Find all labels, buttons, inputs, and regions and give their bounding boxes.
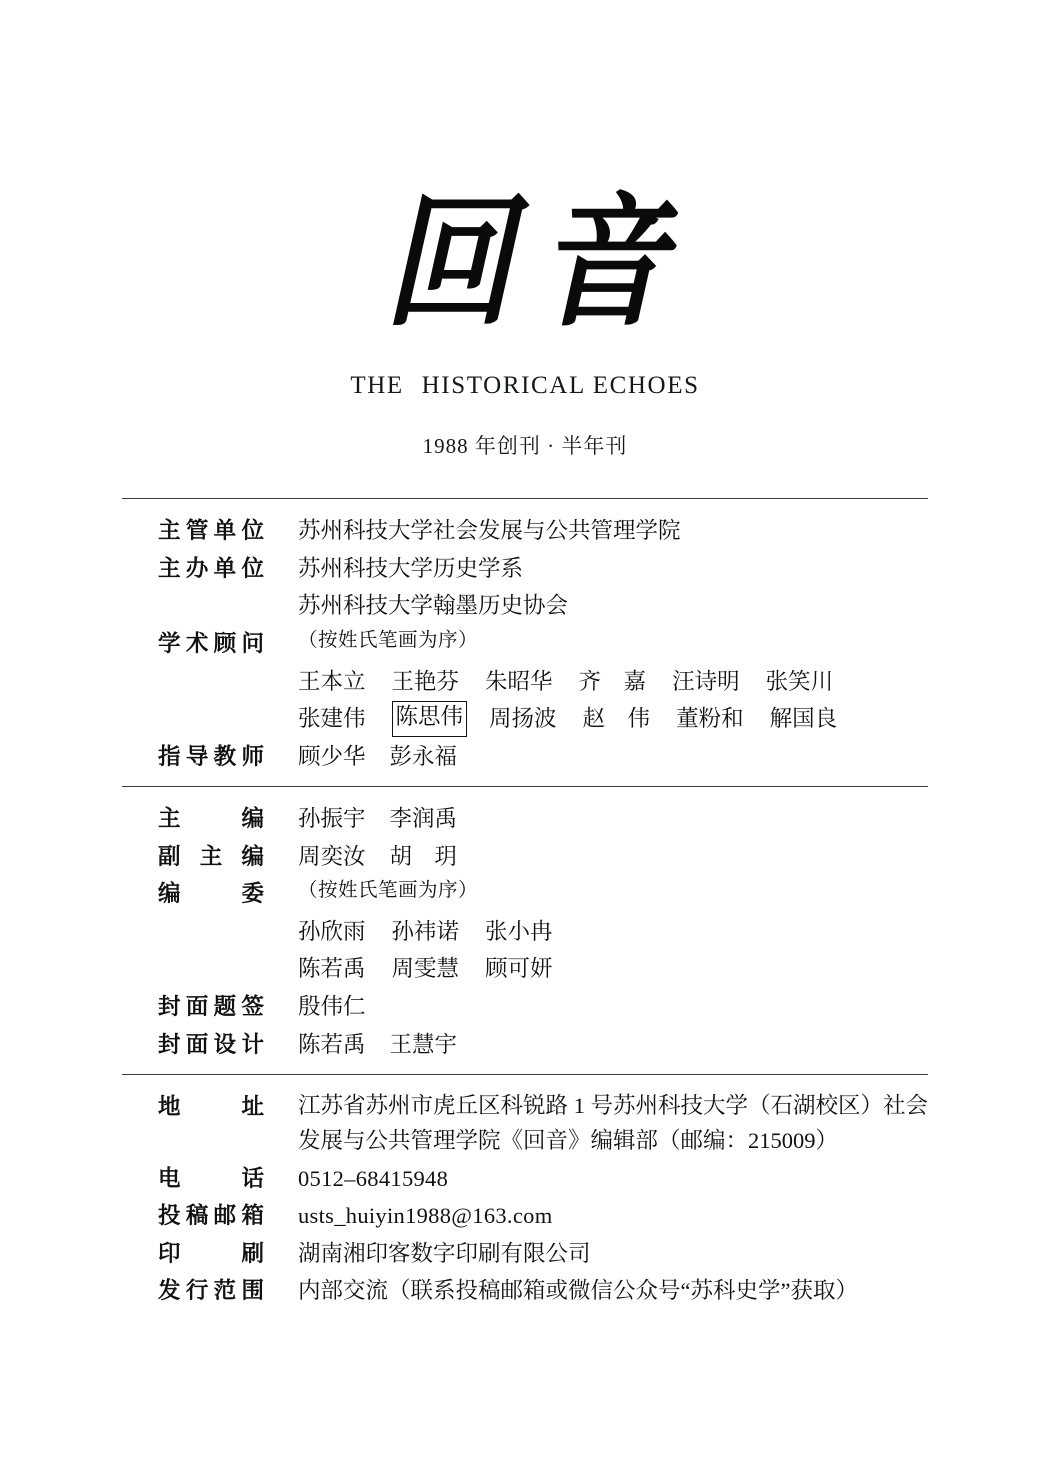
title-en-word-2: HISTORICAL: [421, 372, 585, 400]
board-names-line2: [298, 951, 928, 987]
row-editorial-board: [122, 876, 928, 912]
row-board-line2: [122, 951, 928, 987]
editorial-block: [122, 787, 928, 1074]
advisor-name: 王艳芬: [391, 668, 460, 694]
label-distribution: 发行范围: [158, 1278, 264, 1304]
label-instructors: 指导教师: [158, 743, 264, 769]
row-advisors-line1: [122, 664, 928, 700]
board-member-name: 张小冉: [485, 918, 553, 944]
value-address: 江苏省苏州市虎丘区科锐路 1 号苏州科技大学（石湖校区）社会发展与公共管理学院《回音》编辑部（邮编：215009）: [298, 1093, 929, 1153]
row-organizer-second: [122, 588, 928, 624]
row-printing: [122, 1236, 928, 1272]
value-distribution: 内部交流（联系投稿邮箱或微信公众号“苏科史学”获取）: [298, 1278, 858, 1304]
row-instructors: [122, 739, 928, 775]
value-phone: 0512–68415948: [298, 1165, 449, 1191]
deputy-editor-name: 胡 玥: [389, 843, 458, 869]
label-address: 地 址: [158, 1094, 264, 1120]
advisors-order-note: （按姓氏笔画为序）: [298, 630, 479, 652]
value-email: usts_huiyin1988@163.com: [298, 1203, 553, 1229]
advisor-name: 齐 嘉: [578, 668, 647, 694]
label-editorial-board: 编 委: [158, 881, 264, 907]
deputy-editor-names: [298, 839, 928, 875]
row-cover-design: [122, 1027, 928, 1063]
label-deputy-editor: 副 主 编: [158, 843, 264, 869]
advisor-name: 王本立: [298, 668, 366, 694]
contact-block: [122, 1075, 928, 1321]
row-editor-in-chief: [122, 801, 928, 837]
row-cover-inscription: [122, 989, 928, 1025]
value-supervisor: 苏州科技大学社会发展与公共管理学院: [298, 518, 681, 544]
board-member-name: 陈若禹: [298, 956, 366, 982]
issue-info: 1988 年创刊 · 半年刊: [422, 434, 628, 459]
editor-in-chief-names: [298, 801, 928, 837]
advisor-names-line2: [298, 701, 928, 737]
row-organizer: [122, 551, 928, 587]
organization-block: [122, 499, 928, 786]
row-deputy-editor: [122, 839, 928, 875]
board-member-name: 孙欣雨: [298, 918, 366, 944]
advisor-name: 汪诗明: [672, 668, 740, 694]
row-board-line1: [122, 914, 928, 950]
value-cover-inscription: 殷伟仁: [298, 993, 366, 1019]
label-cover-design: 封面设计: [158, 1031, 264, 1057]
label-editor-in-chief: 主 编: [158, 806, 264, 832]
title-en-word-1: THE: [350, 372, 404, 400]
label-academic-advisors: 学术顾问: [158, 631, 264, 657]
advisor-name: 张笑川: [765, 668, 834, 694]
deputy-editor-name: 周奕汝: [298, 843, 366, 869]
row-email: [122, 1198, 928, 1234]
cover-designer-name: 陈若禹: [298, 1031, 366, 1057]
board-member-name: 周雯慧: [391, 956, 460, 982]
board-names-line1: [298, 914, 928, 950]
editor-name: 孙振宇: [298, 806, 366, 832]
row-academic-advisors: [122, 626, 928, 662]
advisor-names-line1: [298, 664, 928, 700]
label-supervisor: 主管单位: [158, 518, 264, 544]
journal-logo-chinese: 回音: [383, 178, 692, 347]
label-phone: 电 话: [158, 1165, 264, 1191]
row-distribution: [122, 1273, 928, 1309]
advisor-name: 解国良: [769, 706, 838, 732]
value-printing: 湖南湘印客数字印刷有限公司: [298, 1240, 591, 1266]
value-organizer: 苏州科技大学历史学系: [298, 555, 524, 581]
label-cover-inscription: 封面题签: [158, 993, 264, 1019]
row-phone: [122, 1161, 928, 1197]
label-organizer: 主办单位: [158, 555, 264, 581]
instructor-name: 顾少华: [298, 743, 366, 769]
editorial-board-order-note: （按姓氏笔画为序）: [298, 880, 479, 902]
advisor-name-highlighted: 陈思伟: [392, 701, 468, 737]
value-organizer-second: 苏州科技大学翰墨历史协会: [298, 593, 569, 619]
advisor-name: 董粉和: [676, 706, 744, 732]
cover-designer-names: [298, 1027, 928, 1063]
editor-name: 李润禹: [389, 806, 458, 832]
advisor-name: 张建伟: [298, 706, 366, 732]
advisor-name: 朱昭华: [485, 668, 553, 694]
instructor-names: [298, 739, 928, 775]
masthead: [122, 0, 928, 460]
row-address: [122, 1089, 928, 1159]
label-printing: 印 刷: [158, 1240, 264, 1266]
journal-title-english: [122, 372, 928, 400]
advisor-name: 赵 伟: [582, 706, 651, 732]
title-en-word-3: ECHOES: [592, 372, 700, 400]
cover-designer-name: 王慧宇: [389, 1031, 458, 1057]
instructor-name: 彭永福: [389, 743, 458, 769]
board-member-name: 顾可妍: [485, 956, 553, 982]
advisor-name: 周扬波: [489, 706, 557, 732]
label-email: 投稿邮箱: [158, 1203, 264, 1229]
board-member-name: 孙祎诺: [391, 918, 460, 944]
row-supervisor: [122, 513, 928, 549]
row-advisors-line2: [122, 701, 928, 737]
